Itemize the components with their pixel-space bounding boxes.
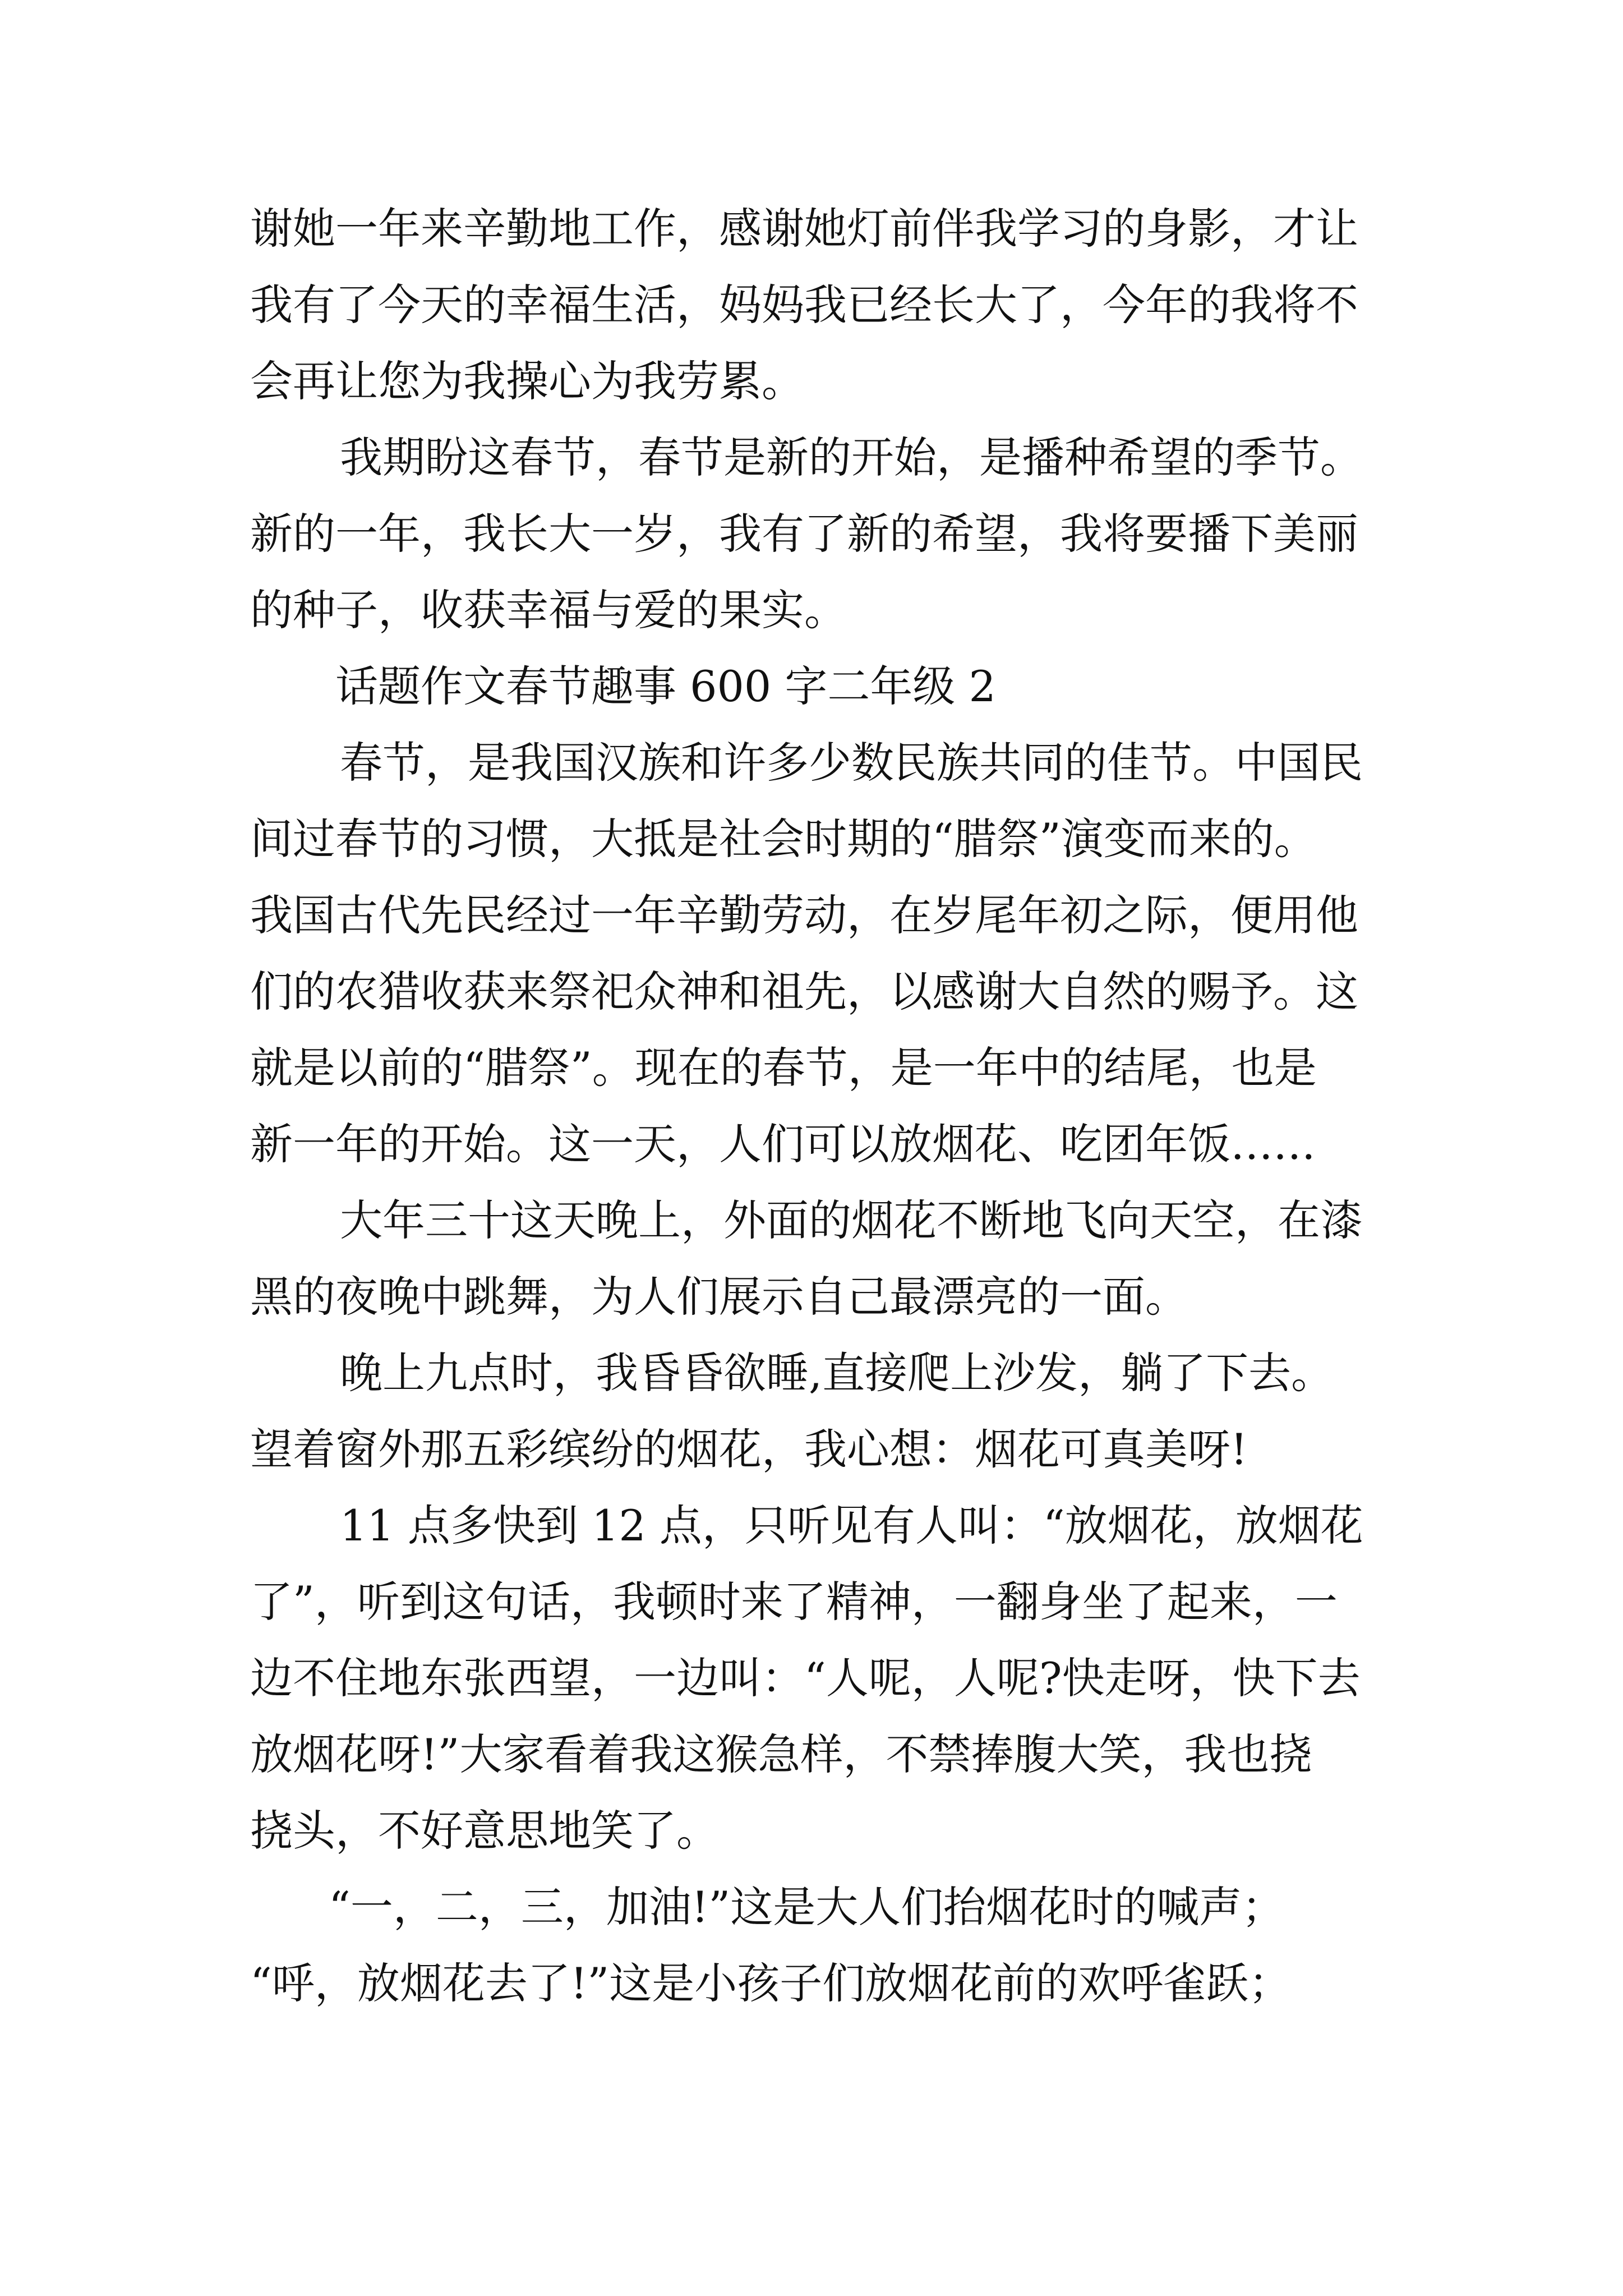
- text-line: 望着窗外那五彩缤纷的烟花，我心想：烟花可真美呀!: [250, 1424, 1248, 1474]
- paragraph-start-line: 晚上九点时，我昏昏欲睡,直接爬上沙发，躺了下去。: [340, 1348, 1334, 1398]
- document-body: [250, 191, 1433, 2022]
- text-line: 的种子，收获幸福与爱的果实。: [250, 585, 847, 635]
- text-line: 放烟花呀!”大家看着我这猴急样，不禁捧腹大笑，我也挠: [250, 1729, 1312, 1779]
- text-line: 我国古代先民经过一年辛勤劳动，在岁尾年初之际，便用他: [250, 890, 1358, 940]
- paragraph-start-line: 我期盼这春节，春节是新的开始，是播种希望的季节。: [340, 432, 1363, 482]
- paragraph-start-line: 大年三十这天晚上，外面的烟花不断地飞向天空，在漆: [340, 1195, 1363, 1245]
- section-heading: 话题作文春节趣事 600 字二年级 2: [335, 661, 996, 711]
- text-line: 了”，听到这句话，我顿时来了精神，一翻身坐了起来，一: [250, 1577, 1338, 1627]
- paragraph-start-line: 春节，是我国汉族和许多少数民族共同的佳节。中国民: [340, 738, 1363, 788]
- text-line: “呼，放烟花去了!”这是小孩子们放烟花前的欢呼雀跃；: [250, 1958, 1292, 2008]
- text-line: 黑的夜晚中跳舞，为人们展示自己最漂亮的一面。: [250, 1272, 1188, 1322]
- text-line: 间过春节的习惯，大抵是社会时期的“腊祭”演变而来的。: [250, 814, 1317, 864]
- text-line: 就是以前的“腊祭”。现在的春节，是一年中的结尾，也是: [250, 1043, 1317, 1093]
- paragraph-start-line: “一，二，三，加油!”这是大人们抬烟花时的喊声；: [329, 1882, 1285, 1932]
- text-line: 我有了今天的幸福生活，妈妈我已经长大了，今年的我将不: [250, 280, 1358, 330]
- text-line: 新一年的开始。这一天，人们可以放烟花、吃团年饭……: [250, 1119, 1316, 1169]
- paragraph-start-line: 11 点多快到 12 点，只听见有人叫：“放烟花，放烟花: [340, 1501, 1363, 1550]
- text-line: 们的农猎收获来祭祀众神和祖先，以感谢大自然的赐予。这: [250, 967, 1358, 1016]
- text-line: 挠头，不好意思地笑了。: [250, 1806, 719, 1856]
- text-line: 边不住地东张西望，一边叫：“人呢，人呢?快走呀，快下去: [250, 1653, 1361, 1703]
- text-line: 会再让您为我操心为我劳累。: [250, 356, 804, 406]
- text-line: 新的一年，我长大一岁，我有了新的希望，我将要播下美丽: [250, 509, 1358, 559]
- text-line: 谢她一年来辛勤地工作，感谢她灯前伴我学习的身影，才让: [250, 204, 1358, 254]
